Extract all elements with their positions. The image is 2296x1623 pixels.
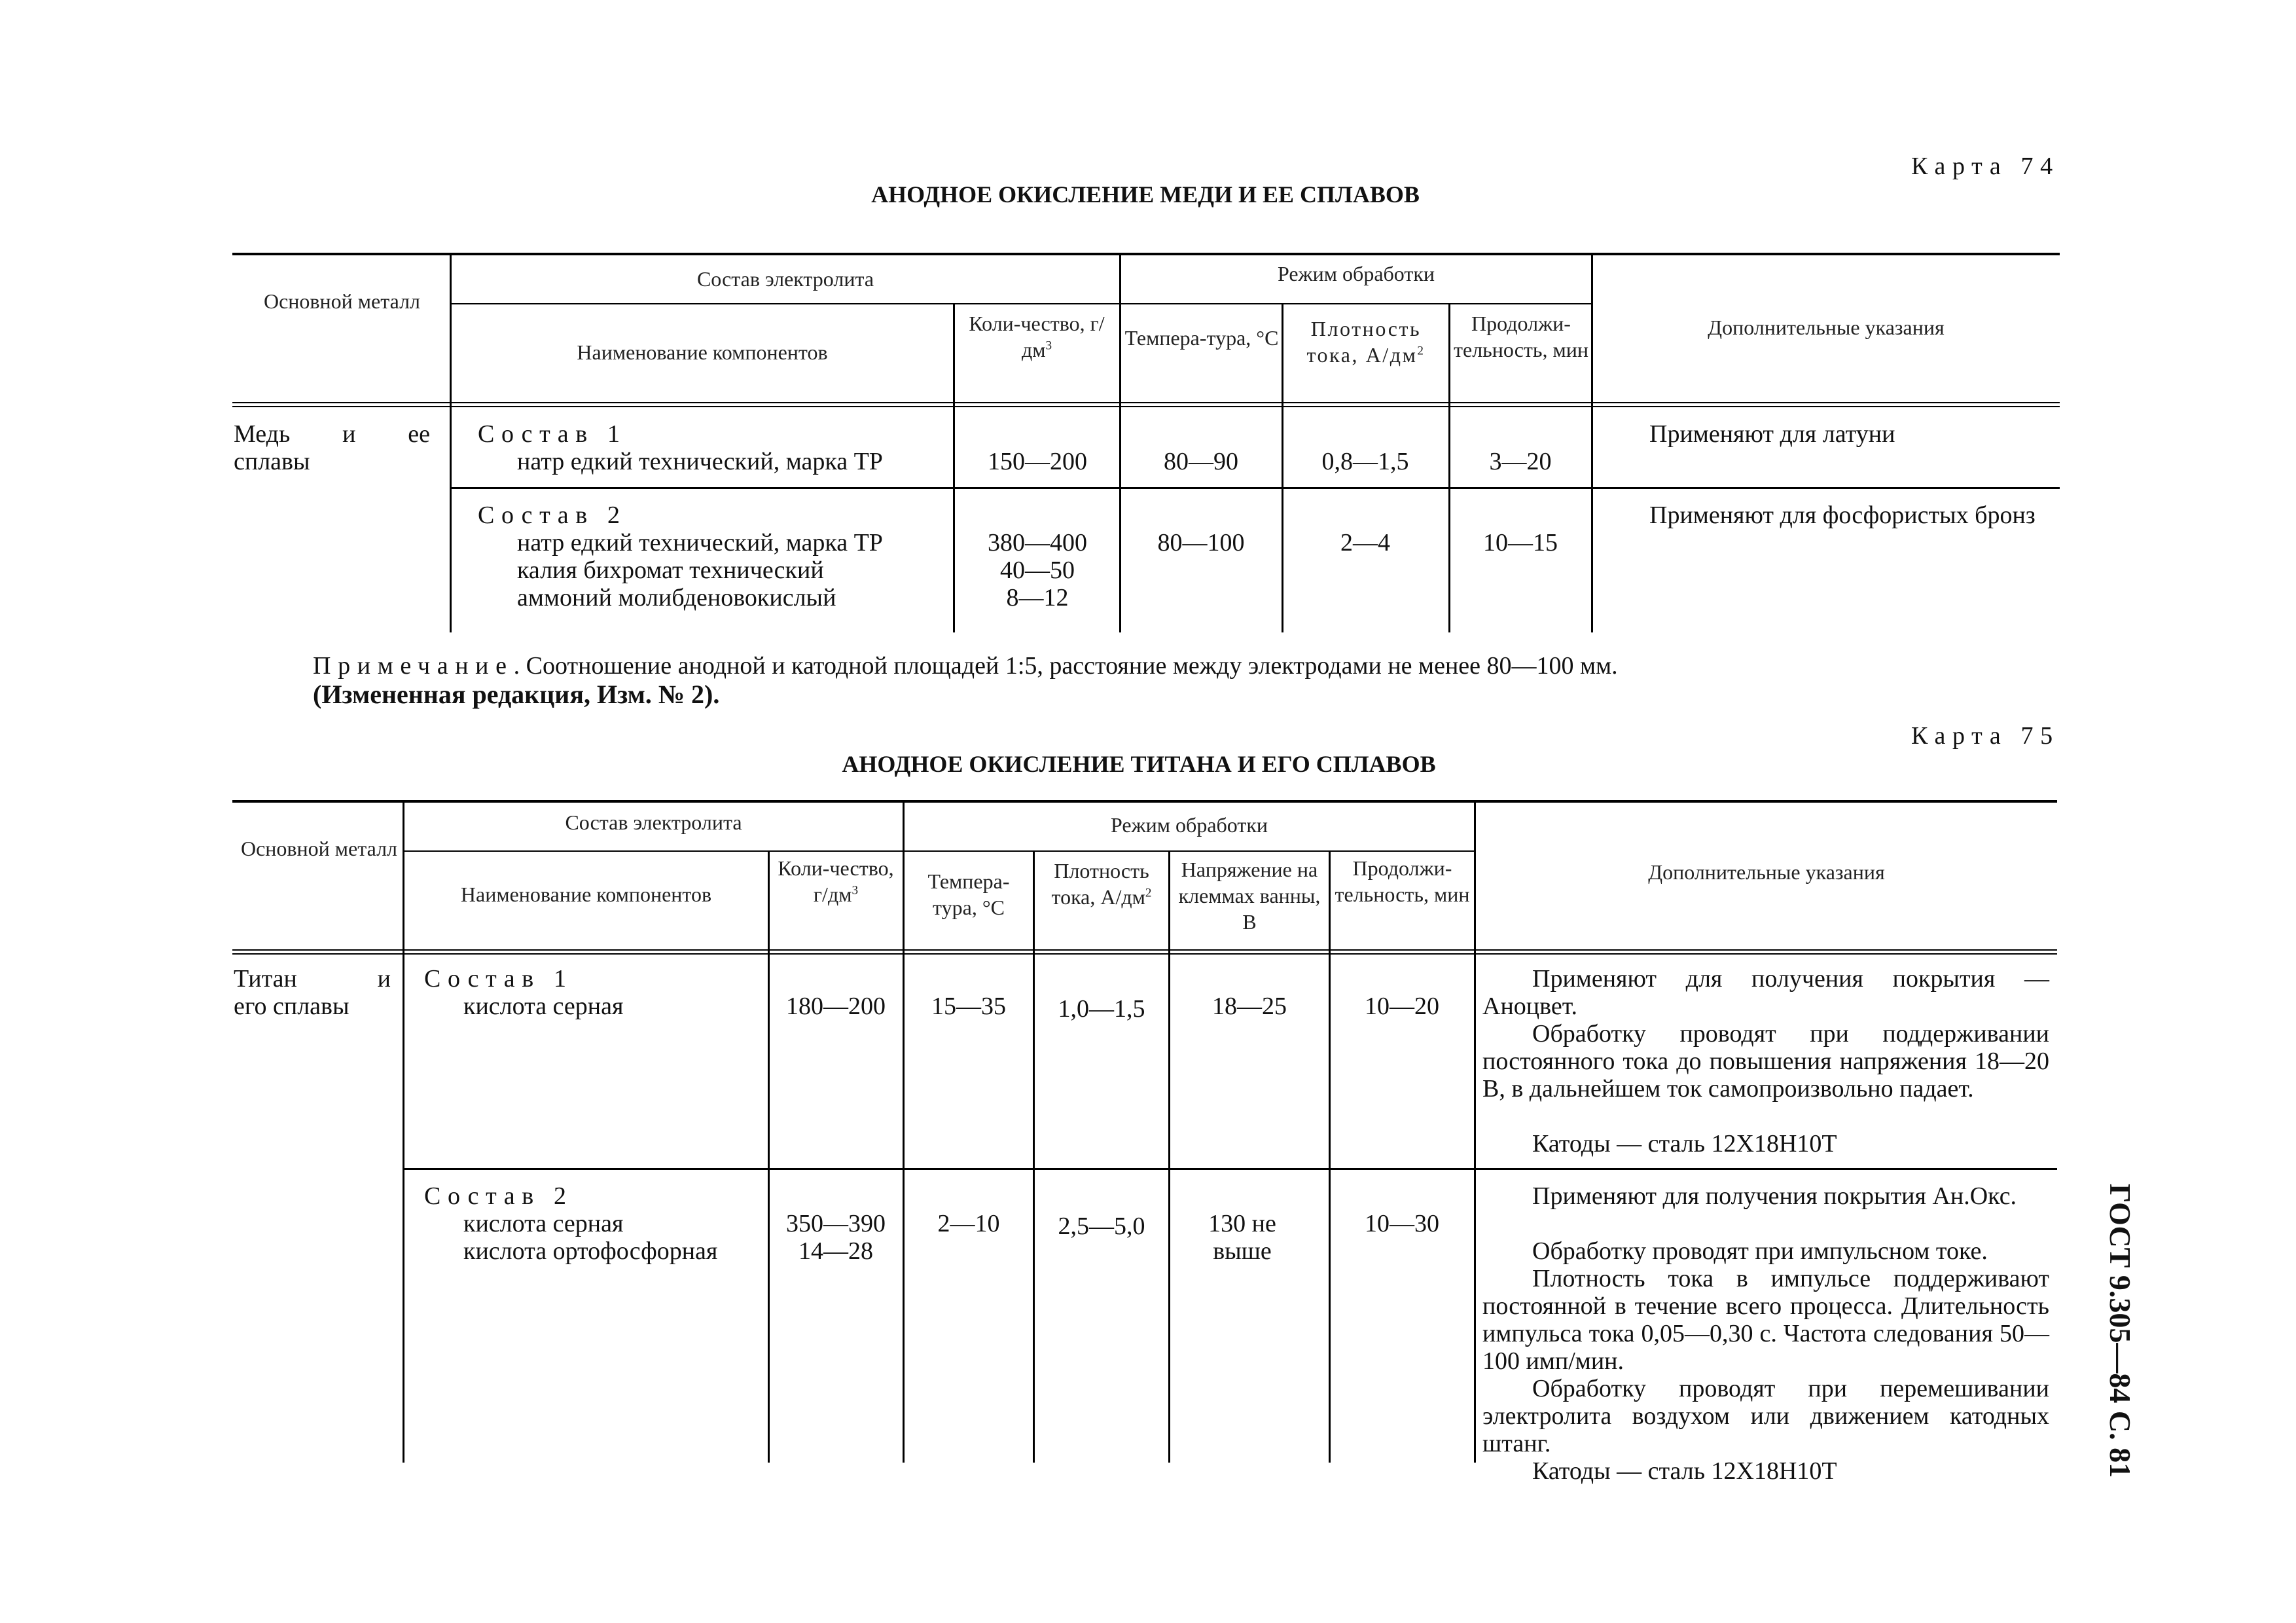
card74-header-temperature: Темпера-тура, °С bbox=[1124, 326, 1279, 350]
card75-row1-component: кислота серная bbox=[463, 993, 624, 1020]
card74-row2-duration: 10—15 bbox=[1483, 529, 1558, 556]
card74-label: Карта 74 bbox=[1911, 153, 2060, 180]
card74-row2-quantity-2: 40—50 bbox=[1000, 556, 1075, 584]
card74-metal-line2: сплавы bbox=[234, 448, 310, 475]
card74-edit-note: (Измененная редакция, Изм. № 2). bbox=[313, 680, 720, 709]
card74-row1-quantity: 150—200 bbox=[988, 448, 1087, 475]
card75-row1-note-1: Применяют для получения покрытия — Аноцвет. bbox=[1482, 965, 2049, 1020]
card74-row2-quantity-3: 8—12 bbox=[1006, 584, 1069, 611]
card74-row1-temperature: 80—90 bbox=[1164, 448, 1238, 475]
card75-row2-note-3: Плотность тока в импульсе поддерживают постоянной в течение всего процесса. Длительность импульса тока 0,05—0,30 с. Частота следования 50—100 имп/мин. bbox=[1482, 1265, 2049, 1375]
card75-row2-note-2: Обработку проводят при импульсном токе. bbox=[1532, 1237, 1988, 1265]
card75-metal-line: Титан и bbox=[234, 965, 391, 993]
card74-row1-density: 0,8—1,5 bbox=[1321, 448, 1409, 475]
side-doc-label: ГОСТ 9.305—84 С. 81 bbox=[2104, 1184, 2137, 1478]
card74-row1-note: Применяют для латуни bbox=[1649, 420, 1895, 448]
card74-header-base-metal: Основной металл bbox=[263, 289, 421, 313]
card74-row2-component-2: калия бихромат технический bbox=[517, 556, 824, 584]
card75-header-quantity: Коли-чество, $г/дм^3$ bbox=[778, 856, 894, 906]
card75-row2-note-4: Обработку проводят при перемешивании электролита воздухом или движением катодных штанг. bbox=[1482, 1375, 2049, 1457]
card75-row1-composition: Состав 1 bbox=[424, 965, 573, 993]
card75-row1-duration: 10—20 bbox=[1365, 993, 1439, 1020]
card75-header-base-metal: Основной металл bbox=[240, 837, 398, 860]
card74-header-mode: Режим обработки bbox=[1277, 262, 1435, 285]
card75-row2-component-2: кислота ортофосфорная bbox=[463, 1237, 718, 1265]
card75-row2-component-1: кислота серная bbox=[463, 1210, 624, 1237]
card75-row1-voltage: 18—25 bbox=[1212, 993, 1287, 1020]
card74-row2-temperature: 80—100 bbox=[1157, 529, 1245, 556]
card75-row1-note-2: Обработку проводят при поддерживании постоянного тока до повышения напряжения 18—20 В, в дальнейшем ток самопроизвольно падает. bbox=[1482, 1020, 2049, 1103]
card75-row2-quantity-2: 14—28 bbox=[798, 1237, 873, 1265]
card75-row2-note-1: Применяют для получения покрытия Ан.Окс. bbox=[1532, 1182, 2017, 1210]
card75-label: Карта 75 bbox=[1911, 722, 2060, 750]
card74-header-components: Наименование компонентов bbox=[577, 340, 828, 364]
card74-header-electrolyte: Состав электролита bbox=[696, 267, 874, 291]
card75-row2-duration: 10—30 bbox=[1365, 1210, 1439, 1237]
card75-title: АНОДНОЕ ОКИСЛЕНИЕ ТИТАНА И ЕГО СПЛАВОВ bbox=[842, 751, 1436, 777]
card75-header-duration: Продолжи-тельность, мин bbox=[1335, 856, 1470, 906]
card74-row2-component-3: аммоний молибденовокислый bbox=[517, 584, 836, 611]
card75-header-density: Плотность тока, $А/дм^2$ bbox=[1051, 859, 1152, 909]
card75-header-mode: Режим обработки bbox=[1110, 813, 1268, 837]
card75-row2-quantity-1: 350—390 bbox=[786, 1210, 886, 1237]
card74-title: АНОДНОЕ ОКИСЛЕНИЕ МЕДИ И ЕЕ СПЛАВОВ bbox=[871, 181, 1420, 208]
card75-header-temperature: Темпера-тура, °С bbox=[927, 869, 1010, 919]
card75-row2-voltage: 130 не выше bbox=[1208, 1210, 1276, 1265]
card75-header-components: Наименование компонентов bbox=[460, 883, 712, 906]
card74-row2-density: 2—4 bbox=[1340, 529, 1390, 556]
card74-row2-note: Применяют для фосфористых бронз bbox=[1649, 501, 2036, 529]
card75-row2-temperature: 2—10 bbox=[937, 1210, 1000, 1237]
card75-row2-composition: Состав 2 bbox=[424, 1182, 573, 1210]
card75-row2-note-5: Катоды — сталь 12Х18Н10Т bbox=[1532, 1457, 1837, 1485]
card74-header-density: Плотность тока, $А/дм^2$ bbox=[1306, 317, 1426, 367]
card75-metal-line2: его сплавы bbox=[234, 993, 350, 1020]
card75-header-notes: Дополнительные указания bbox=[1648, 860, 1885, 884]
card74-header-notes: Дополнительные указания bbox=[1708, 316, 1945, 339]
card74-row2-composition: Состав 2 bbox=[478, 501, 627, 529]
card74-header-duration: Продолжи-тельность, мин bbox=[1454, 312, 1588, 361]
card75-row1-density: 1,0—1,5 bbox=[1058, 995, 1145, 1023]
card74-row2-component-1: натр едкий технический, марка ТР bbox=[517, 529, 883, 556]
card74-metal-line: Медь и ее bbox=[234, 420, 430, 448]
card75-row2-density: 2,5—5,0 bbox=[1058, 1213, 1145, 1240]
card74-header-quantity: Коли-чество, $г/дм^3$ bbox=[969, 312, 1105, 361]
card75-row1-temperature: 15—35 bbox=[931, 993, 1006, 1020]
card74-row1-composition: Состав 1 bbox=[478, 420, 627, 448]
card74-row2-quantity-1: 380—400 bbox=[988, 529, 1087, 556]
card74-footnote: Примечание. Соотношение анодной и катодной площадей 1:5, расстояние между электродами не менее 80—100 мм. bbox=[313, 652, 1618, 680]
card74-row1-component: натр едкий технический, марка ТР bbox=[517, 448, 883, 475]
card74-row1-duration: 3—20 bbox=[1489, 448, 1552, 475]
card75-row1-note-3: Катоды — сталь 12Х18Н10Т bbox=[1532, 1130, 1837, 1158]
card75-header-electrolyte: Состав электролита bbox=[565, 811, 742, 834]
card75-row1-quantity: 180—200 bbox=[786, 993, 886, 1020]
card75-header-voltage: Напряжение на клеммах ванны, В bbox=[1178, 858, 1321, 934]
